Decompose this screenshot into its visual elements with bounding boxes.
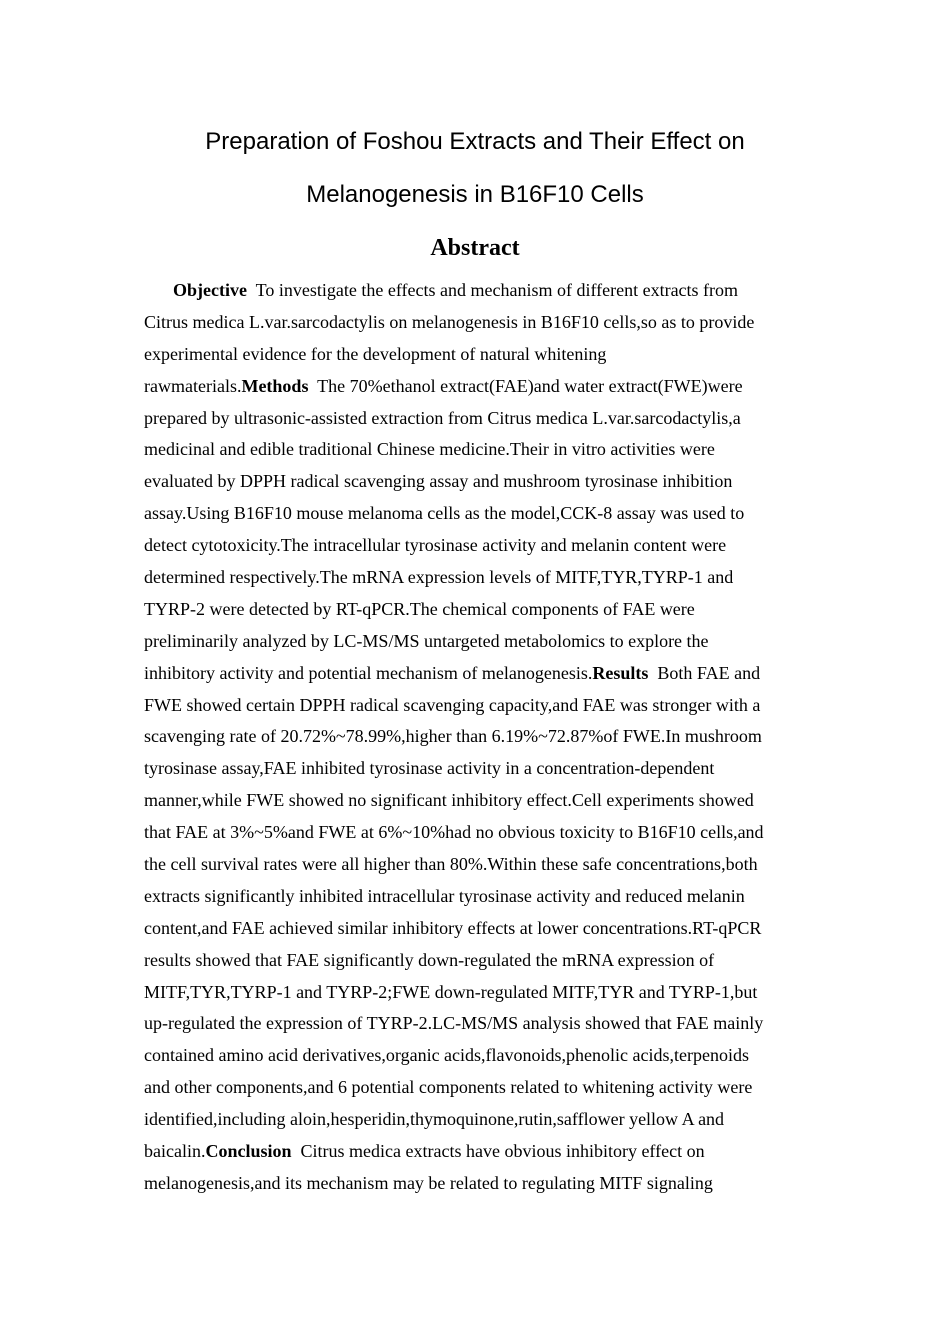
abstract-line: [144, 626, 810, 658]
abstract-line: [144, 690, 810, 722]
abstract-line: [144, 1072, 810, 1104]
paper-title-line-1: Preparation of Foshou Extracts and Their Effect on: [205, 128, 745, 155]
abstract-line-text: identified,including aloin,hesperidin,thymoquinone,rutin,safflower yellow A and: [144, 1109, 725, 1130]
abstract-heading: Abstract: [430, 235, 520, 261]
abstract-line-text: results showed that FAE significantly down-regulated the mRNA expression of: [144, 949, 715, 970]
abstract-line: [144, 1168, 810, 1200]
abstract-line: [144, 1136, 810, 1168]
abstract-line: [144, 466, 810, 498]
abstract-line-text: To investigate the effects and mechanism of different extracts from: [246, 280, 739, 300]
abstract-line-text: rawmaterials.: [144, 375, 242, 396]
abstract-line-text: the cell survival rates were all higher than 80%.Within these safe concentrations,both: [144, 854, 758, 875]
abstract-line: [144, 913, 810, 945]
abstract-line-text: scavenging rate of 20.72%~78.99%,higher than 6.19%~72.87%of FWE.In mushroom: [144, 726, 762, 747]
abstract-line: [144, 785, 810, 817]
abstract-line: [144, 817, 810, 849]
abstract-line-text: medicinal and edible traditional Chinese medicine.Their in vitro activities were: [144, 439, 715, 460]
abstract-line: [144, 1008, 810, 1040]
abstract-line-text: manner,while FWE showed no significant inhibitory effect.Cell experiments showed: [144, 790, 754, 811]
abstract-line-text: inhibitory activity and potential mechanism of melanogenesis.: [144, 662, 593, 683]
section-keyword: Objective: [173, 280, 247, 300]
abstract-line-text: evaluated by DPPH radical scavenging assay and mushroom tyrosinase inhibition: [144, 471, 733, 492]
abstract-line-text: up-regulated the expression of TYRP-2.LC-MS/MS analysis showed that FAE mainly: [144, 1013, 764, 1034]
abstract-line-text: extracts significantly inhibited intracellular tyrosinase activity and reduced melanin: [144, 885, 745, 906]
abstract-line-text: Citrus medica L.var.sarcodactylis on melanogenesis in B16F10 cells,so as to provide: [144, 311, 755, 332]
abstract-line-text: contained amino acid derivatives,organic acids,flavonoids,phenolic acids,terpenoids: [144, 1045, 749, 1066]
abstract-line-text: prepared by ultrasonic-assisted extraction from Citrus medica L.var.sarcodactylis,a: [144, 407, 741, 428]
abstract-line: [144, 275, 810, 307]
abstract-line-text: preliminarily analyzed by LC-MS/MS untargeted metabolomics to explore the: [144, 630, 709, 651]
abstract-line-text: TYRP-2 were detected by RT-qPCR.The chemical components of FAE were: [144, 598, 695, 619]
abstract-line: [144, 1104, 810, 1136]
paper-title-line-2: Melanogenesis in B16F10 Cells: [306, 181, 644, 208]
abstract-line-text: determined respectively.The mRNA expression levels of MITF,TYR,TYRP-1 and: [144, 567, 734, 588]
abstract-line: [144, 403, 810, 435]
abstract-line: [144, 562, 810, 594]
abstract-line: [144, 753, 810, 785]
abstract-line: [144, 945, 810, 977]
abstract-line-text: experimental evidence for the development of natural whitening: [144, 343, 607, 364]
abstract-line-text: The 70%ethanol extract(FAE)and water extract(FWE)were: [308, 375, 743, 396]
abstract-line: [144, 498, 810, 530]
abstract-line: [144, 881, 810, 913]
abstract-line-text: that FAE at 3%~5%and FWE at 6%~10%had no obvious toxicity to B16F10 cells,and: [144, 822, 764, 843]
abstract-line: [144, 530, 810, 562]
abstract-line-text: baicalin.: [144, 1141, 206, 1162]
abstract-line-text: content,and FAE achieved similar inhibitory effects at lower concentrations.RT-qPCR: [144, 917, 762, 938]
abstract-line-text: and other components,and 6 potential components related to whitening activity were: [144, 1077, 753, 1098]
abstract-line-text: assay.Using B16F10 mouse melanoma cells as the model,CCK-8 assay was used to: [144, 503, 745, 524]
section-keyword: Methods: [241, 375, 309, 396]
abstract-line-text: tyrosinase assay,FAE inhibited tyrosinase activity in a concentration-dependent: [144, 758, 715, 779]
abstract-line: [144, 1040, 810, 1072]
abstract-line: [144, 371, 810, 403]
abstract-line: [144, 977, 810, 1009]
abstract-line: [144, 339, 810, 371]
abstract-line: [144, 307, 810, 339]
abstract-line: [144, 721, 810, 753]
abstract-line-text: MITF,TYR,TYRP-1 and TYRP-2;FWE down-regulated MITF,TYR and TYRP-1,but: [144, 981, 758, 1002]
abstract-line: [144, 434, 810, 466]
abstract-line: [144, 658, 810, 690]
section-keyword: Conclusion: [205, 1141, 292, 1162]
abstract-line-text: detect cytotoxicity.The intracellular tyrosinase activity and melanin content were: [144, 535, 727, 556]
abstract-line-text: Both FAE and: [648, 662, 761, 683]
section-keyword: Results: [592, 662, 649, 683]
abstract-line: [144, 594, 810, 626]
abstract-line: [144, 849, 810, 881]
abstract-line-text: Citrus medica extracts have obvious inhibitory effect on: [291, 1141, 705, 1162]
abstract-line-text: FWE showed certain DPPH radical scavenging capacity,and FAE was stronger with a: [144, 694, 761, 715]
abstract-body: [144, 275, 810, 1200]
abstract-line-text: melanogenesis,and its mechanism may be related to regulating MITF signaling: [144, 1172, 713, 1193]
